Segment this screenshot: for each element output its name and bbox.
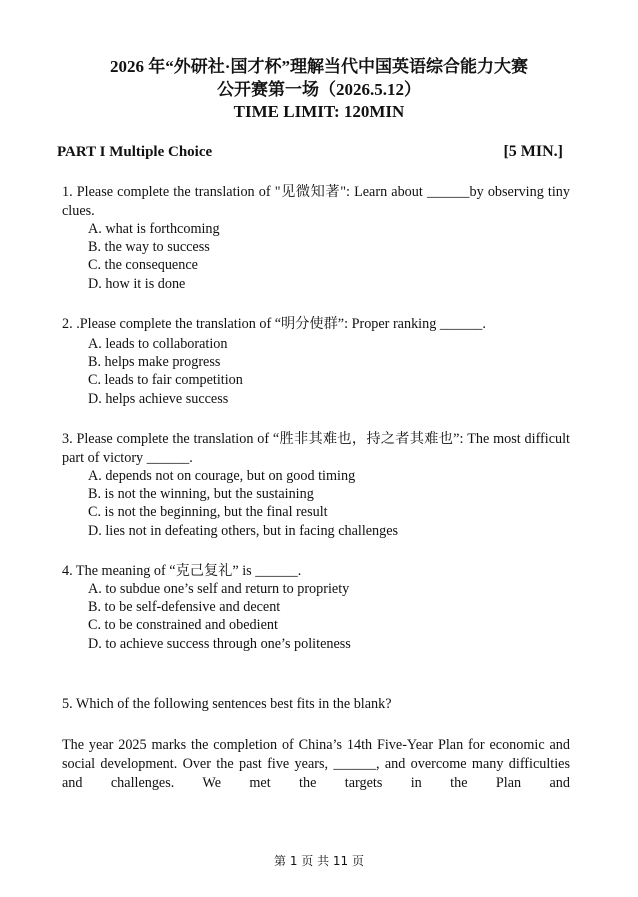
time-limit: TIME LIMIT: 120MIN: [233, 102, 405, 121]
question-1-option-b[interactable]: B. the way to success: [88, 239, 210, 256]
question-5-passage: The year 2025 marks the completion of China’s 14th Five-Year Plan for economic and social development. Over the past five years, ______, and overcome many difficulties and challenges. We met the targets in the Plan and: [62, 737, 570, 791]
question-5-stem: 5. Which of the following sentences best fits in the blank?: [62, 696, 392, 712]
question-3-stem: 3. Please complete the translation of “胜非其难也，持之者其难也”: The most difficult part of victory ______.: [62, 431, 570, 466]
question-4-option-d[interactable]: D. to achieve success through one’s politeness: [88, 635, 351, 652]
question-2-option-c[interactable]: C. leads to fair competition: [88, 372, 243, 389]
question-4-option-b[interactable]: B. to be self-defensive and decent: [88, 599, 281, 616]
question-3-option-a[interactable]: A. depends not on courage, but on good timing: [88, 468, 356, 484]
question-1-options: [88, 220, 220, 293]
page-number: 第 1 页 共 11 页: [274, 854, 364, 868]
question-2-option-d[interactable]: D. helps achieve success: [88, 390, 229, 407]
session-title: 公开赛第一场（2026.5.12）: [217, 80, 421, 99]
question-4-option-a[interactable]: A. to subdue one’s self and return to propriety: [88, 581, 350, 597]
question-2-stem: 2. .Please complete the translation of “明分使群”: Proper ranking ______.: [62, 316, 486, 332]
question-4-options: [88, 580, 351, 653]
question-4-stem: 4. The meaning of “克己复礼” is ______.: [62, 563, 302, 579]
question-3-options: [88, 467, 398, 540]
part-time: [5 MIN.]: [503, 143, 563, 160]
question-2-option-b[interactable]: B. helps make progress: [88, 354, 221, 371]
question-1-option-a[interactable]: A. what is forthcoming: [88, 221, 220, 237]
question-1-stem: 1. Please complete the translation of "见微知著": Learn about ______by observing tiny clues.: [62, 184, 570, 219]
question-3-option-d[interactable]: D. lies not in defeating others, but in facing challenges: [88, 522, 399, 539]
question-1-option-c[interactable]: C. the consequence: [88, 257, 198, 274]
question-2-options: [88, 335, 243, 408]
question-2-option-a[interactable]: A. leads to collaboration: [88, 336, 228, 352]
question-3-option-b[interactable]: B. is not the winning, but the sustaining: [88, 486, 314, 503]
question-4-option-c[interactable]: C. to be constrained and obedient: [88, 617, 278, 634]
question-1-option-d[interactable]: D. how it is done: [88, 275, 186, 292]
part-label: PART I Multiple Choice: [57, 144, 213, 160]
contest-title: 2026 年“外研社·国才杯”理解当代中国英语综合能力大赛: [110, 57, 528, 76]
question-3-option-c[interactable]: C. is not the beginning, but the final result: [88, 504, 328, 521]
